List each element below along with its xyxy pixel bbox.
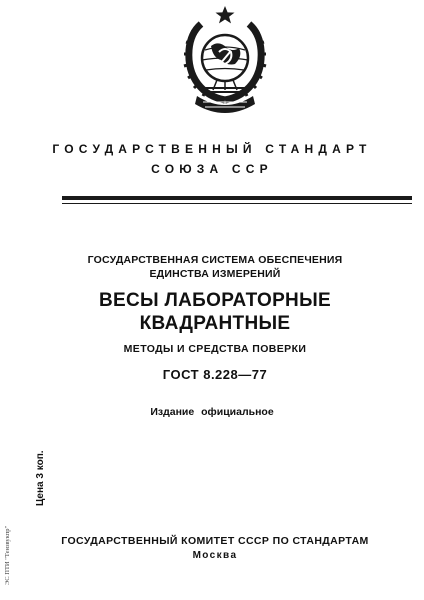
publisher-committee: ГОСУДАРСТВЕННЫЙ КОМИТЕТ СССР ПО СТАНДАРТАМ <box>61 535 369 547</box>
gost-number: ГОСТ 8.228—77 <box>162 367 268 382</box>
standard-heading-line1: ГОСУДАРСТВЕННЫЙ СТАНДАРТ <box>52 142 372 156</box>
document-subtitle: МЕТОДЫ И СРЕДСТВА ПОВЕРКИ <box>123 343 307 355</box>
document-title-line1: ВЕСЫ ЛАБОРАТОРНЫЕ <box>99 290 331 311</box>
ussr-state-emblem-icon <box>175 4 275 122</box>
edition-label: Издание официальное <box>150 406 274 418</box>
thin-divider <box>62 203 412 204</box>
document-title-line2: КВАДРАНТНЫЕ <box>139 313 291 334</box>
system-line1: ГОСУДАРСТВЕННАЯ СИСТЕМА ОБЕСПЕЧЕНИЯ <box>87 254 343 266</box>
scan-watermark: ЭС ПТИ "Тензвукпр" <box>4 525 11 585</box>
standard-heading-line2: СОЮЗА ССР <box>151 162 273 176</box>
price-label: Цена 3 коп. <box>35 450 46 506</box>
publisher-city: Москва <box>192 550 238 561</box>
system-line2: ЕДИНСТВА ИЗМЕРЕНИЙ <box>149 268 281 280</box>
thick-divider <box>62 196 412 200</box>
